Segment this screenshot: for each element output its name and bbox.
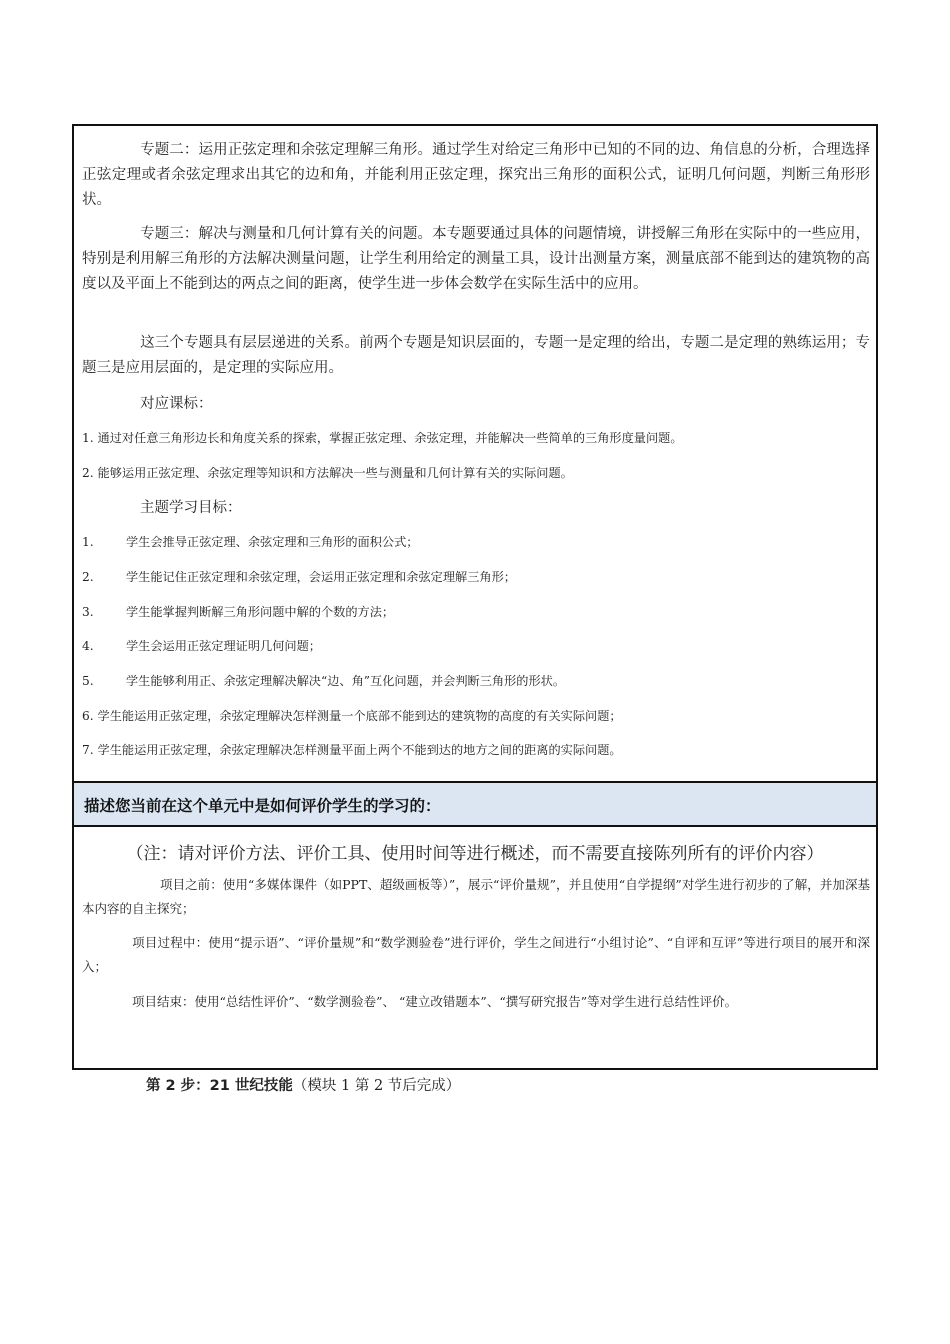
goal-item-4: 4. 学生会运用正弦定理证明几何问题；	[82, 639, 321, 653]
assessment-section	[74, 827, 876, 1068]
assessment-heading: 描述您当前在这个单元中是如何评价学生的学习的：	[84, 797, 441, 815]
step-heading	[146, 1074, 460, 1095]
standard-item-1: 1. 通过对任意三角形边长和角度关系的探索，掌握正弦定理、余弦定理，并能解决一些简单的三角形度量问题。	[82, 431, 683, 445]
step-heading-bold: 第 2 步：21 世纪技能	[146, 1078, 293, 1094]
assessment-heading-row	[74, 781, 876, 827]
step-heading-note: （模块 1 第 2 节后完成）	[292, 1078, 461, 1094]
topic3-paragraph: 专题三：解决与测量和几何计算有关的问题。本专题要通过具体的问题情境，讲授解三角形在实际中的一些应用，特别是利用解三角形的方法解决测量问题，让学生利用给定的测量工具，设计出测量方案，测量底部不能到达的建筑物的高度以及平面上不能到达的两点之间的距离，使学生进一步体会数学在实际生活中的应用。	[82, 226, 870, 292]
goal-item-6: 6. 学生能运用正弦定理，余弦定理解决怎样测量一个底部不能到达的建筑物的高度的有关实际问题；	[82, 709, 622, 723]
goal-item-2: 2. 学生能记住正弦定理和余弦定理，会运用正弦定理和余弦定理解三角形；	[82, 570, 516, 584]
standard-item-2: 2. 能够运用正弦定理、余弦定理等知识和方法解决一些与测量和几何计算有关的实际问题。	[82, 466, 573, 480]
goal-item-5: 5. 学生能够利用正、余弦定理解决解决“边、角”互化问题，并会判断三角形的形状。	[82, 674, 566, 688]
goal-item-1: 1. 学生会推导正弦定理、余弦定理和三角形的面积公式；	[82, 535, 419, 549]
topic-section	[74, 126, 876, 781]
assessment-after: 项目结束：使用“总结性评价”、“数学测验卷”、 “建立改错题本”、“撰写研究报告”等对学生进行总结性评价。	[132, 994, 738, 1009]
unit-table	[72, 124, 878, 1070]
goal-item-7: 7. 学生能运用正弦定理，余弦定理解决怎样测量平面上两个不能到达的地方之间的距离的实际问题。	[82, 743, 622, 757]
goal-item-3: 3. 学生能掌握判断解三角形问题中解的个数的方法；	[82, 605, 395, 619]
assessment-during: 项目过程中：使用“提示语”、“评价量规”和“数学测验卷”进行评价，学生之间进行“小组讨论”、“自评和互评”等进行项目的展开和深入；	[82, 935, 870, 974]
topic2-paragraph: 专题二：运用正弦定理和余弦定理解三角形。通过学生对给定三角形中已知的不同的边、角信息的分析，合理选择正弦定理或者余弦定理求出其它的边和角，并能利用正弦定理，探究出三角形的面积公式，证明几何问题，判断三角形形状。	[82, 142, 870, 208]
relation-paragraph: 这三个专题具有层层递进的关系。前两个专题是知识层面的，专题一是定理的给出，专题二是定理的熟练运用；专题三是应用层面的，是定理的实际应用。	[82, 335, 870, 376]
assessment-before: 项目之前：使用“多媒体课件（如PPT、超级画板等）”，展示“评价量规”，并且使用“自学提纲”对学生进行初步的了解，并加深基本内容的自主探究；	[82, 877, 870, 916]
assessment-note: （注：请对评价方法、评价工具、使用时间等进行概述，而不需要直接陈列所有的评价内容）	[126, 844, 824, 864]
standards-label: 对应课标：	[140, 396, 213, 412]
goals-label: 主题学习目标：	[140, 500, 242, 516]
